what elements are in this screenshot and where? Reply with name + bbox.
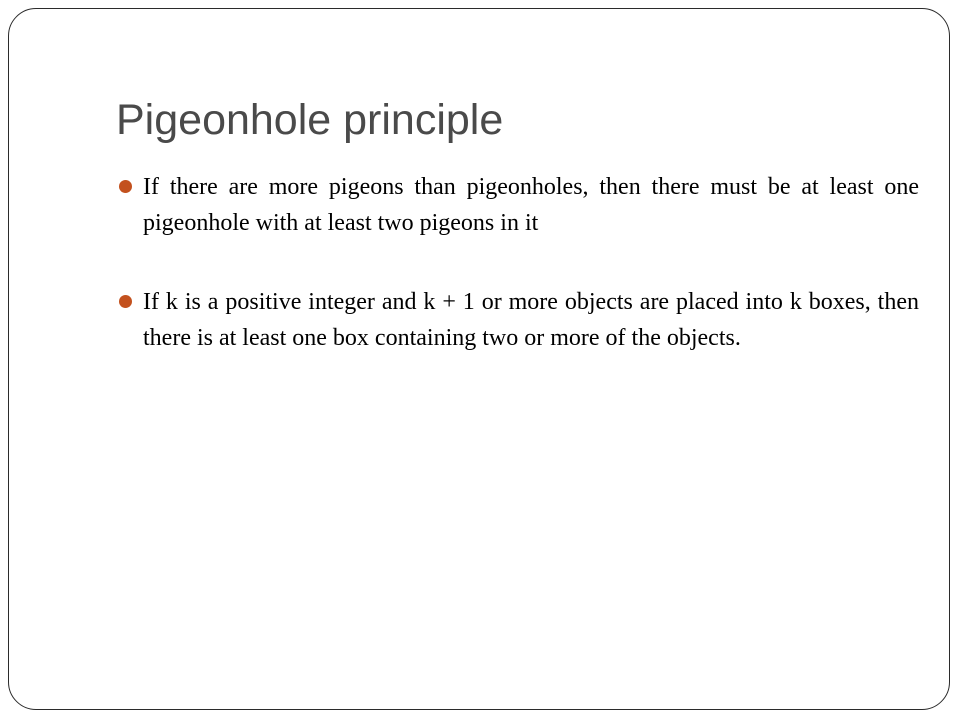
slide-title: Pigeonhole principle	[116, 96, 504, 144]
bullet-text: If there are more pigeons than pigeonholes, then there must be at least one pigeonhole with at least two pigeons in it	[143, 174, 919, 236]
bullet-dot-icon	[119, 180, 132, 193]
bullet-text: If k is a positive integer and k + 1 or more objects are placed into k boxes, then there is at least one box containing two or more of the objects.	[143, 289, 919, 351]
slide-frame	[8, 8, 950, 710]
bullet-list	[116, 169, 919, 356]
bullet-item	[116, 284, 919, 356]
bullet-item	[116, 169, 919, 241]
bullet-dot-icon	[119, 295, 132, 308]
